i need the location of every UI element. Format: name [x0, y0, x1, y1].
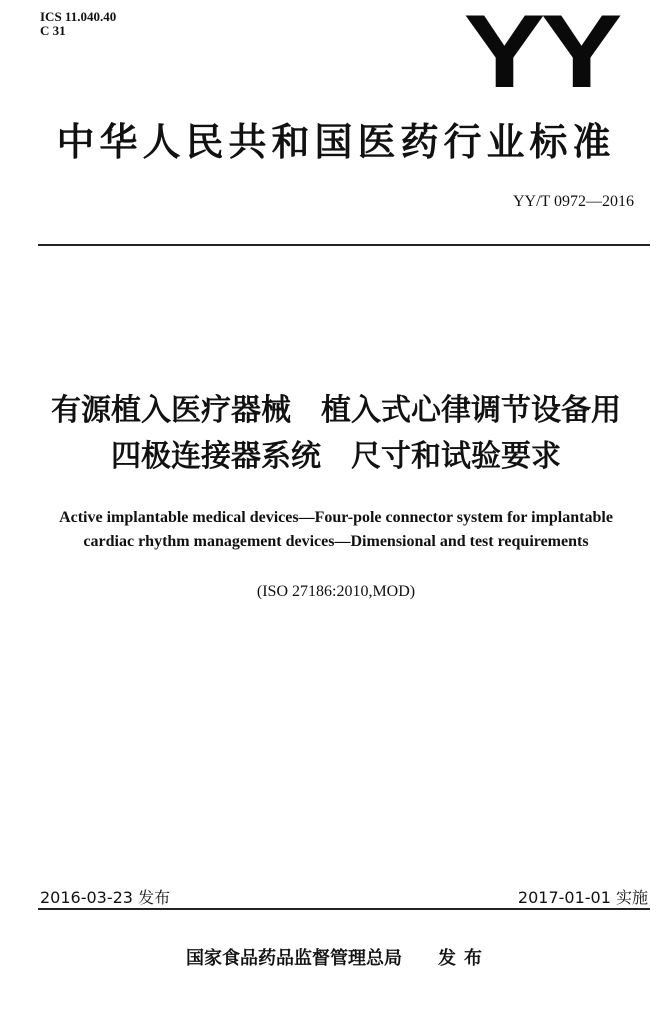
publisher-action: 发布 [438, 948, 490, 969]
english-title [20, 506, 652, 554]
english-title-line-2: cardiac rhythm management devices—Dimensional and test requirements [83, 533, 589, 550]
top-divider [38, 244, 650, 246]
iso-reference: (ISO 27186:2010,MOD) [256, 583, 416, 600]
ccs-code: C 31 [40, 23, 66, 38]
english-title-line-1: Active implantable medical devices—Four-pole connector system for implantable [59, 509, 613, 526]
publication-date: 2016-03-23 发布 [40, 888, 171, 907]
classification-codes [40, 10, 116, 38]
ics-code: ICS 11.040.40 [40, 9, 117, 24]
chinese-title-line-2: 四极连接器系统 尺寸和试验要求 [111, 439, 561, 474]
chinese-title [20, 388, 652, 480]
standard-logo: YY [463, 0, 618, 110]
standard-number: YY/T 0972—2016 [512, 193, 634, 210]
implementation-date: 2017-01-01 实施 [517, 888, 648, 907]
bottom-divider [38, 908, 650, 910]
publisher-line [186, 948, 490, 970]
organization-title: 中华人民共和国医药行业标准 [56, 120, 616, 164]
publisher-name: 国家食品药品监督管理总局 [186, 948, 402, 969]
chinese-title-line-1: 有源植入医疗器械 植入式心律调节设备用 [51, 393, 621, 428]
